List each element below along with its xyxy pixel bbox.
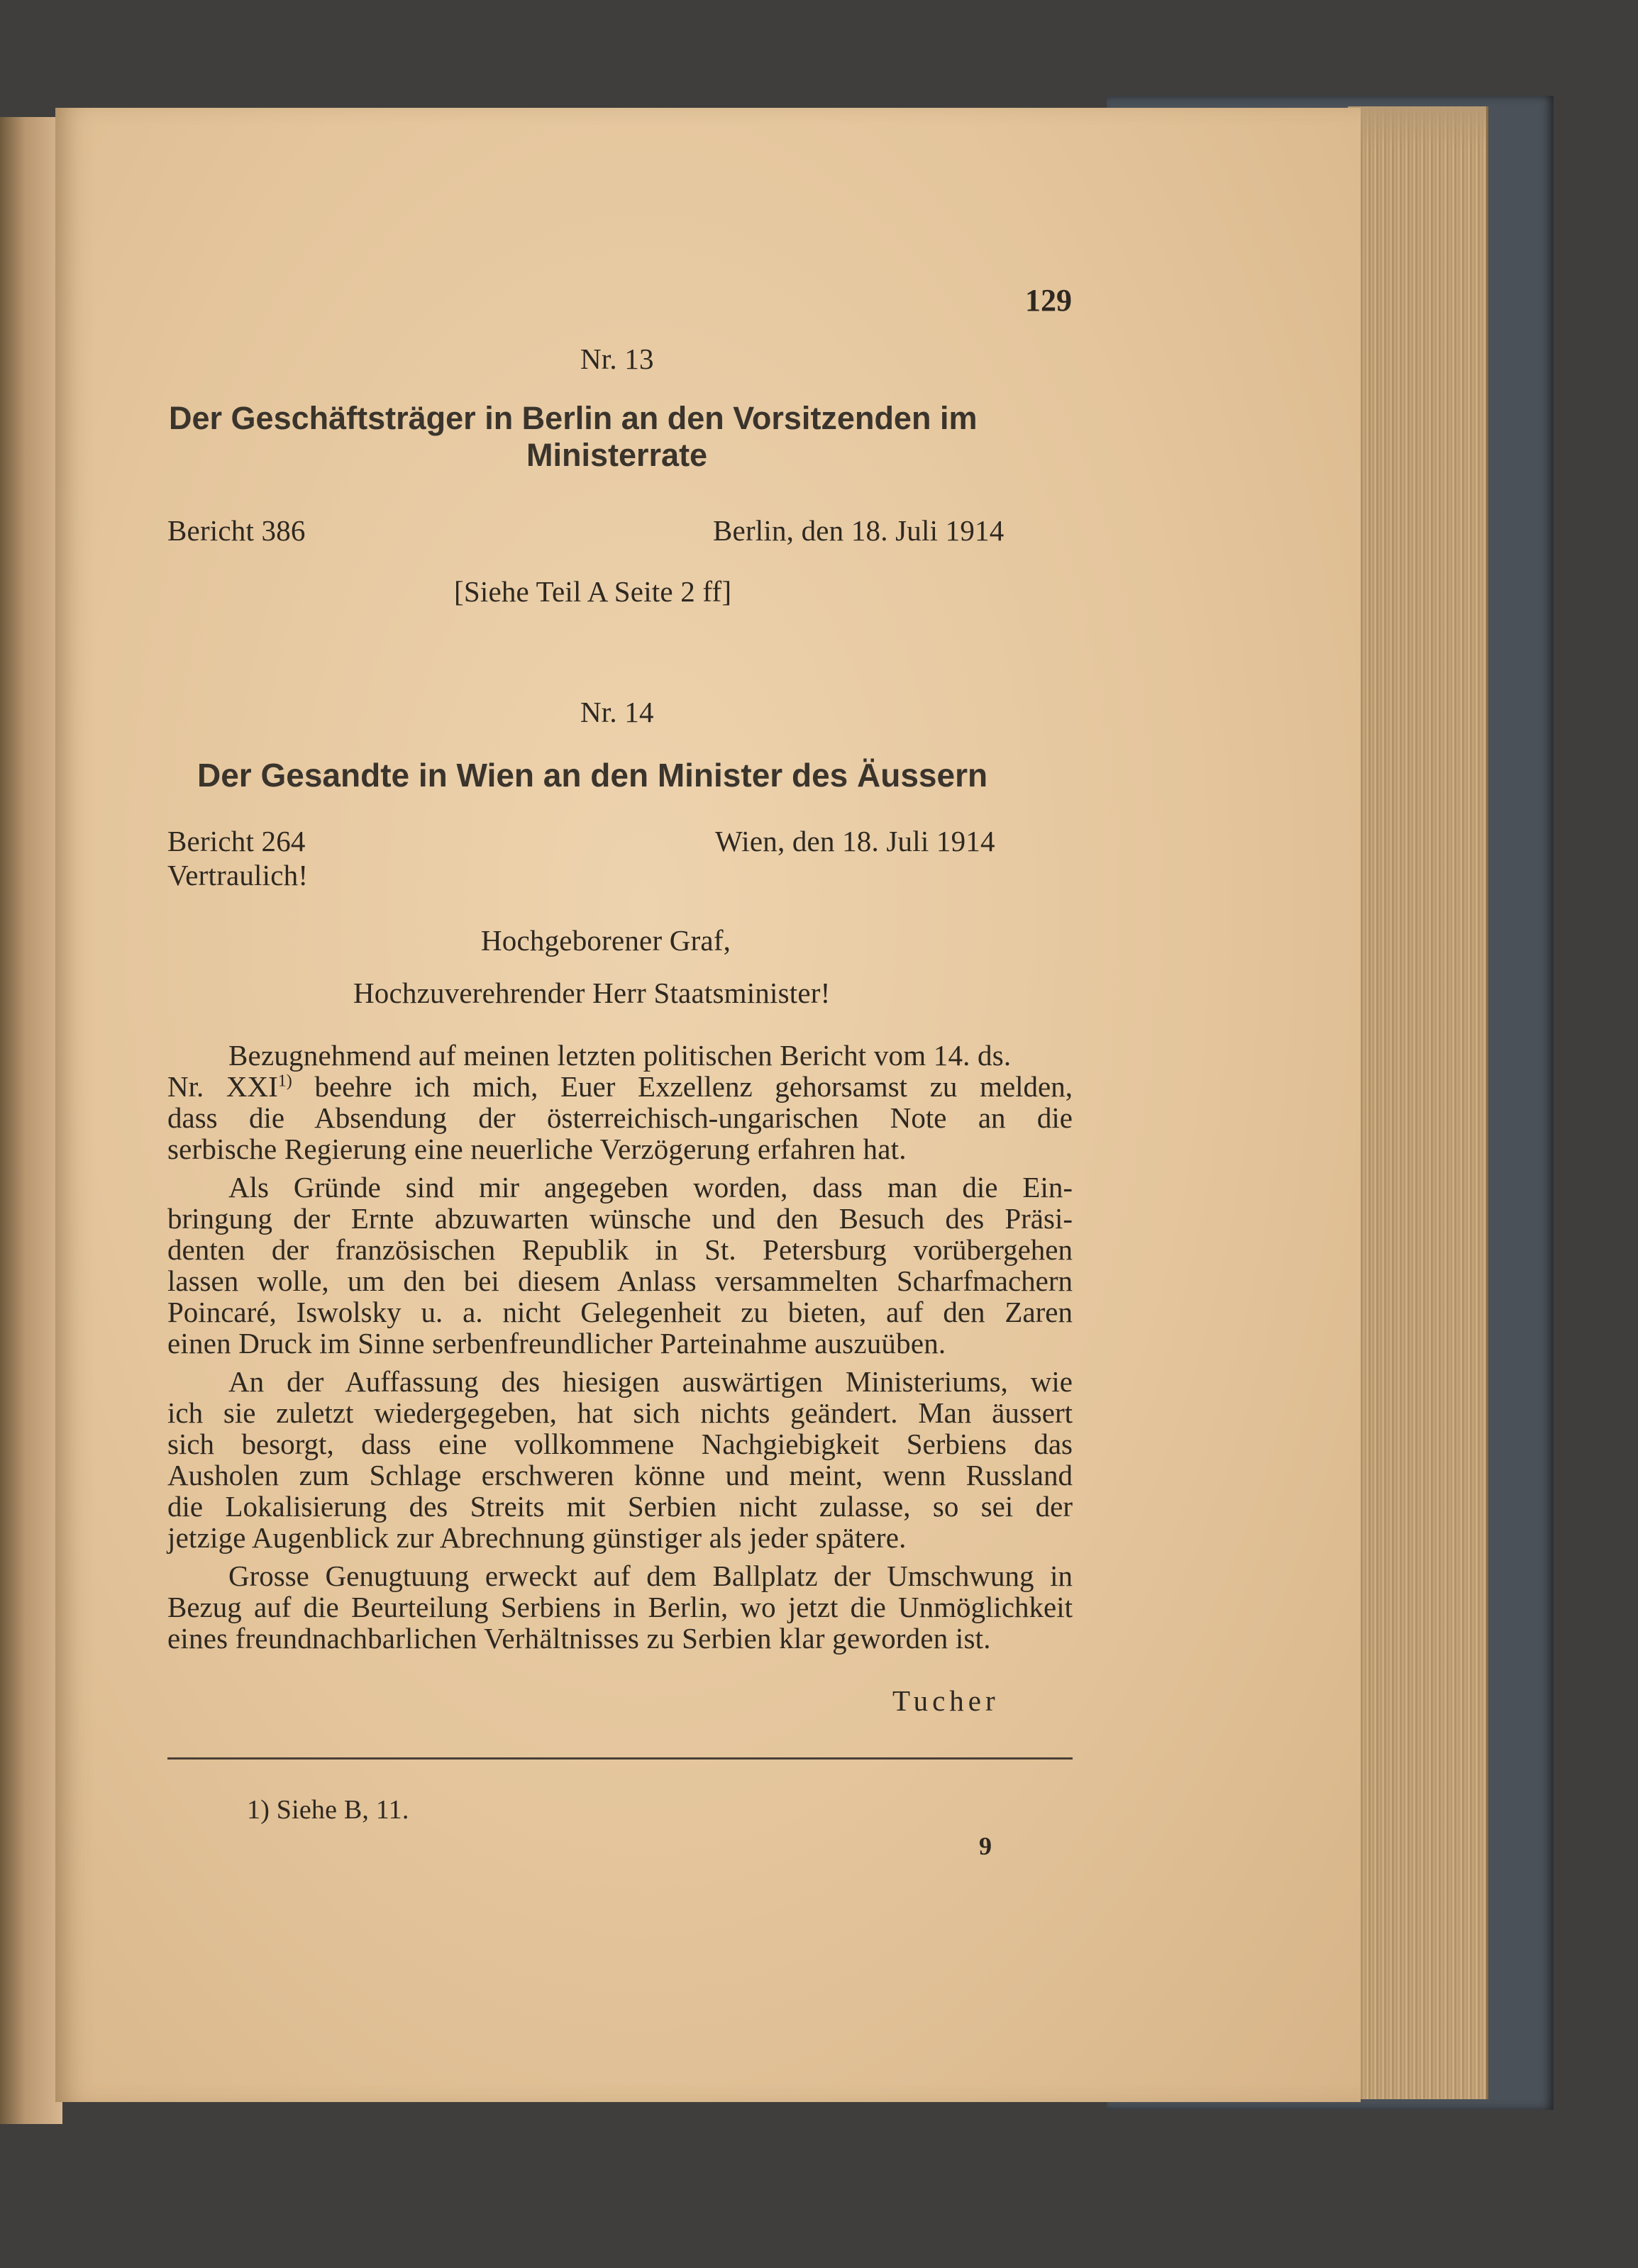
section-14-place-date: Wien, den 18. Juli 1914 <box>715 825 995 857</box>
section-13-title-line2: Ministerrate <box>526 437 708 473</box>
footnote-text: Siehe B, 11. <box>276 1795 409 1825</box>
roman-reference: Nr. XXI <box>167 1070 278 1103</box>
paragraph-1-line-1: Bezugnehmend auf meinen letzten politischen Bericht vom 14. ds. <box>228 1039 1012 1072</box>
footnote <box>247 1794 409 1825</box>
footnote-rule <box>167 1757 1073 1760</box>
paragraph-3-line-5: die Lokalisierung des Streits mit Serbien nicht zulasse, so sei der <box>167 1490 1073 1523</box>
footnote-ref: 1) <box>277 1072 292 1091</box>
paragraph-4-line-2: Bezug auf die Beurteilung Serbiens in Berlin, wo jetzt die Unmöglichkeit <box>167 1591 1073 1623</box>
paragraph-2-line-1: Als Gründe sind mir angegeben worden, dass man die Ein- <box>228 1171 1073 1204</box>
paragraph-4-line-1: Grosse Genugtuung erweckt auf dem Ballplatz der Umschwung in <box>228 1560 1073 1592</box>
paragraph-2-line-4: lassen wolle, um den bei diesem Anlass versammelten Scharfmachern <box>167 1264 1073 1297</box>
paragraph-1-line-2 <box>167 1069 1073 1104</box>
signature-mark: 9 <box>979 1832 992 1860</box>
paragraph-2-line-6: einen Druck im Sinne serbenfreundlicher Parteinahme auszuüben. <box>167 1327 946 1360</box>
paragraph-3-line-4: Ausholen zum Schlage erschweren könne und meint, wenn Russland <box>167 1459 1073 1491</box>
paragraph-2-line-5: Poincaré, Iswolsky u. a. nicht Gelegenheit zu bieten, auf den Zaren <box>167 1296 1073 1328</box>
paragraph-3-line-1: An der Auffassung des hiesigen auswärtigen Ministeriums, wie <box>228 1365 1073 1398</box>
salutation-line1: Hochgeborener Graf, <box>481 924 731 957</box>
section-13-place-date: Berlin, den 18. Juli 1914 <box>713 514 1005 547</box>
paragraph-3-line-2: ich sie zuletzt wiedergegeben, hat sich nichts geändert. Man äussert <box>167 1396 1073 1429</box>
paragraph-1-line-4: serbische Regierung eine neuerliche Verzögerung erfahren hat. <box>167 1133 907 1165</box>
section-number-14: Nr. 14 <box>580 696 654 728</box>
paragraph-3-line-3: sich besorgt, dass eine vollkommene Nachgiebigkeit Serbiens das <box>167 1428 1073 1460</box>
salutation-line2: Hochzuverehrender Herr Staatsminister! <box>353 977 831 1009</box>
page-edges <box>1348 106 1488 2099</box>
section-14-title: Der Gesandte in Wien an den Minister des Äussern <box>197 757 988 794</box>
page-edges-shadow <box>1348 106 1486 149</box>
paragraph-1-line-2-rest: beehre ich mich, Euer Exzellenz gehorsamst zu melden, <box>292 1070 1073 1103</box>
footnote-marker: 1) <box>247 1795 270 1825</box>
section-13-report: Bericht 386 <box>167 514 306 547</box>
left-page-edge <box>0 117 62 2124</box>
signature: Tucher <box>892 1684 1000 1717</box>
section-13-title-line1: Der Geschäftsträger in Berlin an den Vorsitzenden im <box>169 400 978 436</box>
section-number-13: Nr. 13 <box>580 343 654 375</box>
paragraph-3-line-6: jetzige Augenblick zur Abrechnung günstiger als jeder spätere. <box>167 1521 907 1554</box>
paragraph-4-line-3: eines freundnachbarlichen Verhältnisses zu Serbien klar geworden ist. <box>167 1622 991 1655</box>
page-number: 129 <box>1025 283 1072 318</box>
section-13-reference: [Siehe Teil A Seite 2 ff] <box>454 575 732 608</box>
section-14-report: Bericht 264 <box>167 825 306 857</box>
section-14-confidential: Vertraulich! <box>167 859 309 891</box>
paragraph-2-line-3: denten der französischen Republik in St. Petersburg vorübergehen <box>167 1233 1073 1266</box>
paragraph-1-line-3: dass die Absendung der österreichisch-ungarischen Note an die <box>167 1101 1073 1134</box>
paragraph-2-line-2: bringung der Ernte abzuwarten wünsche und den Besuch des Präsi- <box>167 1202 1073 1235</box>
